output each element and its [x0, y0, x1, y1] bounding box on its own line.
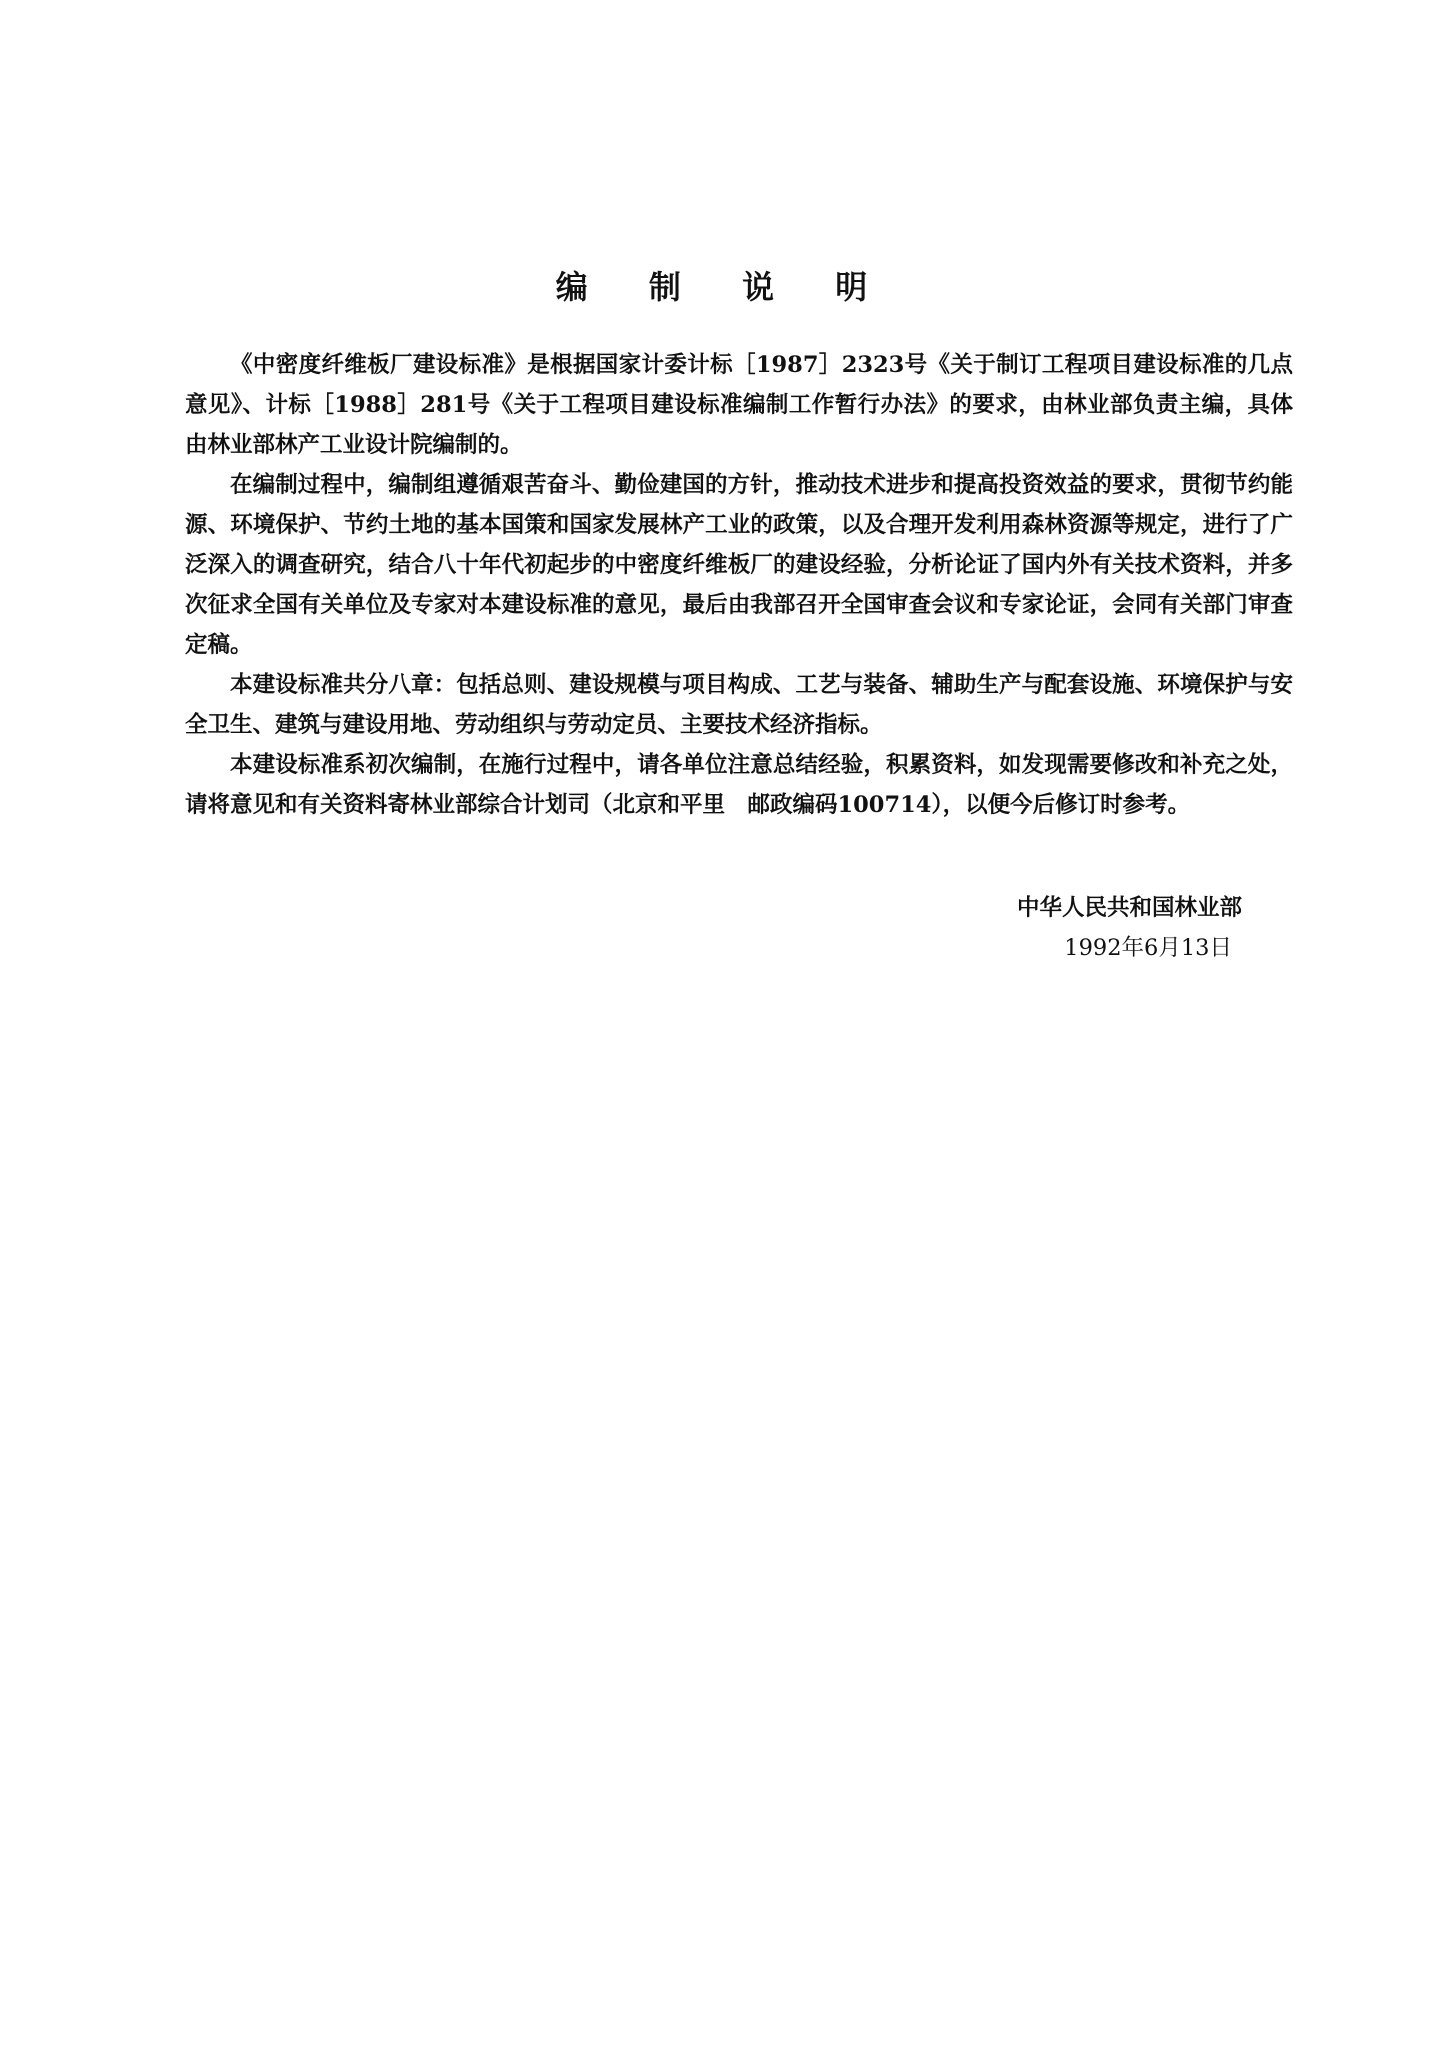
document-body: [185, 345, 1293, 825]
paragraph-chapters: 本建设标准共分八章：包括总则、建设规模与项目构成、工艺与装备、辅助生产与配套设施、环境保护与安全卫生、建筑与建设用地、劳动组织与劳动定员、主要技术经济指标。: [185, 672, 1293, 738]
signature-block: [1017, 888, 1242, 968]
signature-organization: 中华人民共和国林业部: [1016, 895, 1242, 921]
page-title: 编 制 说 明: [555, 268, 893, 306]
paragraph-feedback: 本建设标准系初次编制，在施行过程中，请各单位注意总结经验，积累资料，如发现需要修改和补充之处，请将意见和有关资料寄林业部综合计划司（北京和平里 邮政编码100714），以便今后修订时参考。: [185, 752, 1293, 818]
signature-date: 1992年6月13日: [1064, 935, 1232, 961]
paragraph-basis: 《中密度纤维板厂建设标准》是根据国家计委计标［1987］2323号《关于制订工程项目建设标准的几点意见》、计标［1988］281号《关于工程项目建设标准编制工作暂行办法》的要求，由林业部负责主编，具体由林业部林产工业设计院编制的。: [185, 352, 1293, 458]
paragraph-process: 在编制过程中，编制组遵循艰苦奋斗、勤俭建国的方针，推动技术进步和提高投资效益的要求，贯彻节约能源、环境保护、节约土地的基本国策和国家发展林产工业的政策，以及合理开发利用森林资源等规定，进行了广泛深入的调查研究，结合八十年代初起步的中密度纤维板厂的建设经验，分析论证了国内外有关技术资料，并多次征求全国有关单位及专家对本建设标准的意见，最后由我部召开全国审查会议和专家论证，会同有关部门审查定稿。: [185, 472, 1293, 658]
